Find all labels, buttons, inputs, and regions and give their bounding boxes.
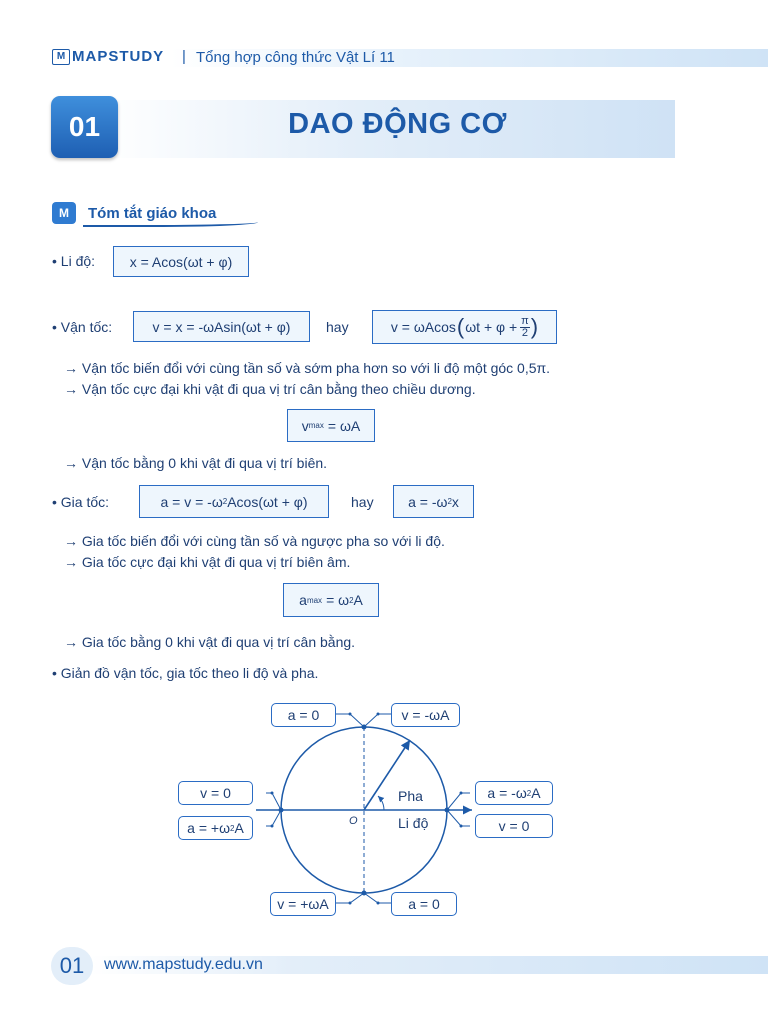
- label-right-top: [475, 781, 553, 805]
- logo-mark-icon: M: [52, 49, 70, 65]
- label-left-bottom-square: 2: [230, 823, 235, 833]
- van-toc-alt-pre: v = ωAcos: [390, 319, 456, 335]
- amax-rhs-pre: = ω: [326, 592, 350, 608]
- amax-square: 2: [349, 595, 354, 605]
- brand-name: MAPSTUDY: [72, 48, 165, 65]
- gt-note-2: → Gia tốc cực đại khi vật đi qua vị trí biên âm.: [64, 554, 351, 570]
- gia-toc-pre: a = v = -ω: [160, 493, 223, 510]
- li-do-formula: x = Acos(ωt + φ): [129, 253, 233, 270]
- header-separator: |: [182, 48, 186, 65]
- gt-note-3: → Gia tốc bằng 0 khi vật đi qua vị trí cân bằng.: [64, 634, 356, 650]
- paren-open: (: [456, 314, 465, 339]
- amax-symbol: a: [299, 592, 307, 608]
- hay-text-2: hay: [351, 494, 374, 510]
- fraction-numerator: π: [521, 314, 529, 327]
- gia-toc-alt-post: x: [451, 493, 459, 510]
- fraction-denominator: 2: [521, 326, 529, 339]
- label-right-bottom-text: v = 0: [498, 818, 530, 834]
- section-title: Tóm tắt giáo khoa: [88, 205, 217, 222]
- chapter-title: DAO ĐỘNG CƠ: [288, 108, 507, 140]
- label-top-right-text: v = -ωA: [401, 707, 450, 723]
- label-left-bottom-post: A: [234, 820, 244, 836]
- vt-note-3: → Vận tốc bằng 0 khi vật đi qua vị trí biên.: [64, 455, 328, 471]
- axis-label: Li độ: [398, 815, 429, 831]
- label-bottom-left-text: v = +ωA: [277, 896, 329, 912]
- label-top-left-text: a = 0: [287, 707, 320, 723]
- label-bottom-left: [270, 892, 336, 916]
- gt-note-1: → Gia tốc biến đổi với cùng tần số và ngược pha so với li độ.: [64, 533, 445, 549]
- gia-toc-post: Acos(ωt + φ): [227, 493, 308, 510]
- gia-toc-alt-square: 2: [447, 497, 452, 506]
- gia-toc-square: 2: [222, 497, 228, 506]
- label-bottom-right: [391, 892, 457, 916]
- label-right-top-pre: a = -ω: [487, 785, 527, 801]
- label-left-bottom-pre: a = +ω: [187, 820, 231, 836]
- paren-close: ): [530, 314, 539, 339]
- vmax-rhs: = ωA: [327, 417, 361, 434]
- origin-label: O: [349, 815, 358, 827]
- header-subtitle: Tổng hợp công thức Vật Lí 11: [196, 49, 395, 66]
- hay-text-1: hay: [326, 319, 349, 335]
- page-number: 01: [51, 947, 93, 985]
- label-top-left: [271, 703, 336, 727]
- amax-rhs-post: A: [353, 592, 363, 608]
- chapter-number-badge: 01: [51, 96, 118, 158]
- amax-subscript: max: [306, 595, 323, 605]
- label-bottom-right-text: a = 0: [408, 896, 440, 912]
- diagram-intro: • Giản đồ vận tốc, gia tốc theo li độ và pha.: [52, 665, 319, 681]
- label-right-top-post: A: [531, 785, 541, 801]
- label-top-right: [391, 703, 460, 727]
- label-right-bottom: [475, 814, 553, 838]
- vmax-subscript: max: [308, 421, 324, 430]
- label-left-top: [178, 781, 253, 805]
- label-left-bottom: [178, 816, 253, 840]
- section-logo-icon: M: [52, 202, 76, 224]
- gia-toc-alt-pre: a = -ω: [408, 493, 448, 510]
- van-toc-alt-mid: ωt + φ +: [465, 319, 518, 335]
- van-toc-label: • Vận tốc:: [52, 319, 113, 335]
- label-right-top-square: 2: [526, 788, 532, 798]
- gia-toc-label: • Gia tốc:: [52, 494, 110, 510]
- vmax-symbol: v: [301, 417, 309, 434]
- phase-arc: [378, 796, 384, 810]
- li-do-label: • Li độ:: [52, 253, 96, 269]
- vt-note-1: → Vận tốc biến đổi với cùng tần số và sớm pha hơn so với li độ một góc 0,5π.: [64, 360, 551, 376]
- vt-note-2: → Vận tốc cực đại khi vật đi qua vị trí cân bằng theo chiều dương.: [64, 381, 476, 397]
- label-left-top-text: v = 0: [200, 785, 231, 801]
- phase-label: Pha: [398, 788, 423, 804]
- footer-url[interactable]: www.mapstudy.edu.vn: [104, 956, 263, 973]
- van-toc-formula: v = x = -ωAsin(ωt + φ): [152, 318, 291, 335]
